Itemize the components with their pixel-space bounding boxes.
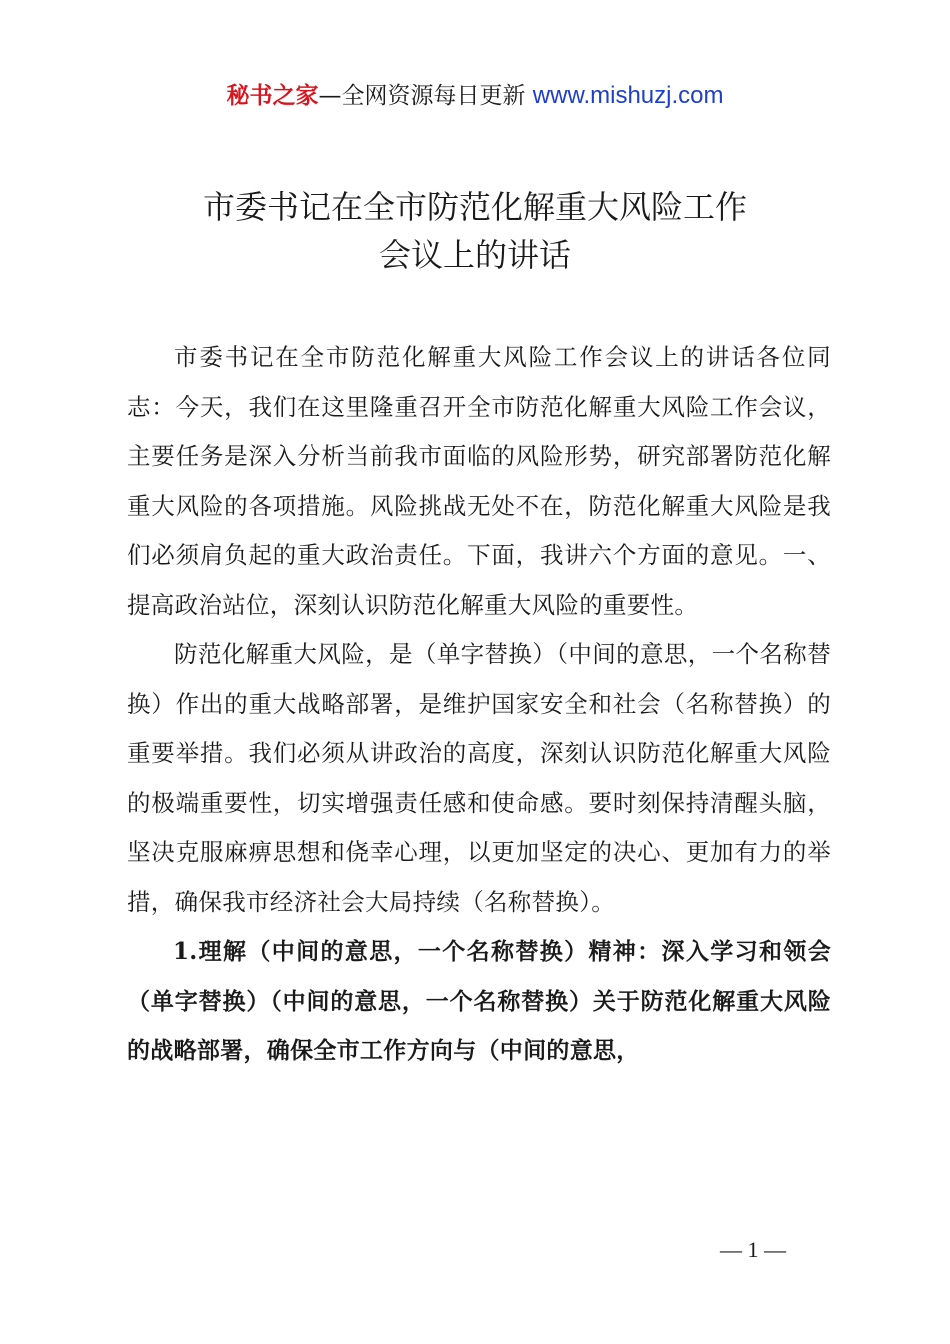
header-tagline: —全网资源每日更新: [318, 83, 533, 109]
document-body: [127, 333, 831, 1076]
page-number: — 1 —: [720, 1237, 786, 1262]
brand-name: 秘书之家: [226, 83, 319, 109]
paragraph-importance: 防范化解重大风险，是（单字替换）（中间的意思，一个名称替换）作出的重大战略部署，是维护国家安全和社会（名称替换）的重要举措。我们必须从讲政治的高度，深刻认识防范化解重大风险的极端重要性，切实增强责任感和使命感。要时刻保持清醒头脑，坚决克服麻痹思想和侥幸心理，以更加坚定的决心、更加有力的举措，确保我市经济社会大局持续（名称替换）。: [127, 640, 831, 916]
site-url-link[interactable]: www.mishuzj.com: [532, 82, 724, 109]
title-line-2: 会议上的讲话: [378, 236, 571, 274]
paragraph-intro: 市委书记在全市防范化解重大风险工作会议上的讲话各位同志：今天，我们在这里隆重召开全市防范化解重大风险工作会议，主要任务是深入分析当前我市面临的风险形势，研究部署防范化解重大风险的各项措施。风险挑战无处不在，防范化解重大风险是我们必须肩负起的重大政治责任。下面，我讲六个方面的意见。一、提高政治站位，深刻认识防范化解重大风险的重要性。: [127, 343, 831, 619]
paragraph-section-1: 1.理解（中间的意思，一个名称替换）精神：深入学习和领会（单字替换）（中间的意思，一个名称替换）关于防范化解重大风险的战略部署，确保全市工作方向与（中间的意思，: [127, 938, 831, 1064]
site-header: [0, 80, 950, 112]
document-title: [0, 183, 950, 279]
title-line-1: 市委书记在全市防范化解重大风险工作: [202, 188, 747, 226]
